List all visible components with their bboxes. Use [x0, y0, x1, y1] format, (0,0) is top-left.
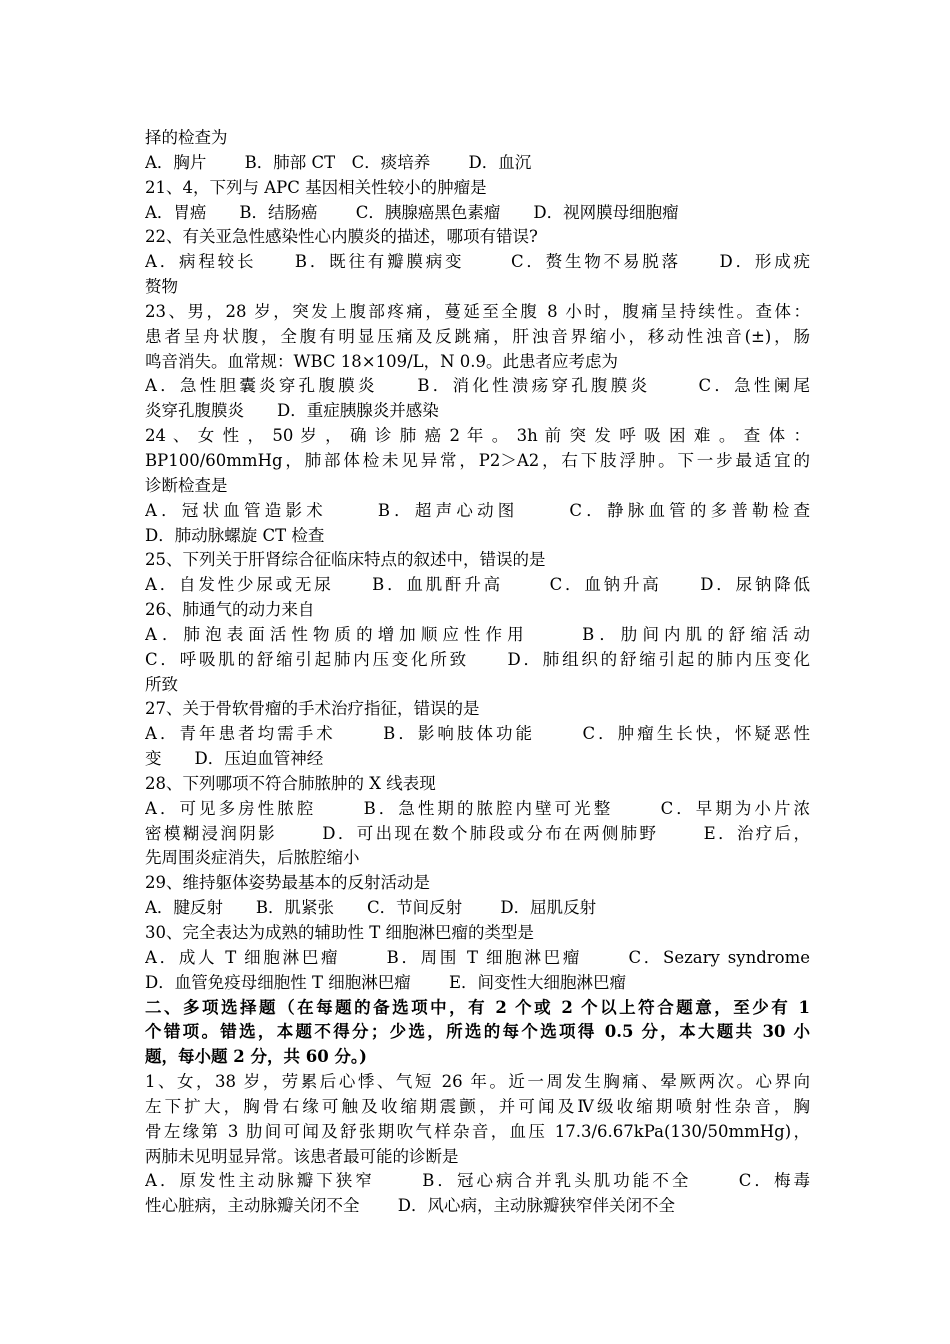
text-line: 赘物: [145, 277, 178, 297]
text-line: 29、维持躯体姿势最基本的反射活动是: [145, 873, 430, 893]
text-line: 26、肺通气的动力来自: [145, 600, 315, 620]
text-line: 两肺未见明显异常。该患者最可能的诊断是: [145, 1146, 459, 1166]
text-line: 24 、 女 性 ， 50 岁 ， 确 诊 肺 癌 2 年 。 3h 前 突 发 呼 吸 困 难 。 查 体 ：: [145, 426, 810, 446]
text-line: 个错项。错选，本题不得分；少选，所选的每个选项得 0.5 分，本大题共 30 小: [145, 1022, 810, 1042]
text-line: 性心脏病，主动脉瓣关闭不全 D．风心病，主动脉瓣狭窄伴关闭不全: [145, 1196, 675, 1216]
text-line: 二、多项选择题（在每题的备选项中，有 2 个或 2 个以上符合题意，至少有 1: [145, 997, 810, 1017]
text-line: D．肺动脉螺旋 CT 检查: [145, 525, 325, 545]
text-line: 1、女，38 岁，劳累后心悸、气短 26 年。近一周发生胸痛、晕厥两次。心界向: [145, 1072, 810, 1092]
text-line: 炎穿孔腹膜炎 D．重症胰腺炎并感染: [145, 401, 439, 421]
text-line: 择的检查为: [145, 128, 228, 147]
text-line: 25、下列关于肝肾综合征临床特点的叙述中，错误的是: [145, 550, 546, 570]
text-line: 变 D．压迫血管神经: [145, 749, 324, 769]
text-line: A．成人 T 细胞淋巴瘤 B．周围 T 细胞淋巴瘤 C．Sezary syndrome: [145, 947, 810, 967]
text-line: A．病程较长 B．既往有瓣膜病变 C．赘生物不易脱落 D．形成疣: [145, 252, 810, 272]
text-line: 22、有关亚急性感染性心内膜炎的描述，哪项有错误?: [145, 227, 538, 247]
text-line: A．原发性主动脉瓣下狭窄 B．冠心病合并乳头肌功能不全 C．梅毒: [145, 1171, 810, 1191]
text-line: A．急性胆囊炎穿孔腹膜炎 B．消化性溃疡穿孔腹膜炎 C．急性阑尾: [145, 376, 810, 396]
text-line: 23、男，28 岁，突发上腹部疼痛，蔓延至全腹 8 小时，腹痛呈持续性。查体：: [145, 301, 810, 321]
document-page: [145, 126, 810, 1219]
text-line: 21、4，下列与 APC 基因相关性较小的肿瘤是: [145, 177, 487, 197]
text-line: 鸣音消失。血常规：WBC 18×109/L，N 0.9。此患者应考虑为: [145, 351, 619, 371]
text-line: 左下扩大，胸骨右缘可触及收缩期震颤，并可闻及Ⅳ级收缩期喷射性杂音，胸: [145, 1096, 810, 1116]
text-line: 28、下列哪项不符合肺脓肿的 X 线表现: [145, 773, 436, 793]
text-line: 密模糊浸润阴影 D．可出现在数个肺段或分布在两侧肺野 E．治疗后，: [145, 823, 810, 843]
text-line: C．呼吸肌的舒缩引起肺内压变化所致 D．肺组织的舒缩引起的肺内压变化: [145, 649, 810, 669]
text-line: D．血管免疫母细胞性 T 细胞淋巴瘤 E．间变性大细胞淋巴瘤: [145, 972, 627, 992]
text-line: 所致: [145, 674, 178, 694]
text-line: A．胃癌 B．结肠癌 C．胰腺癌黑色素瘤 D．视网膜母细胞瘤: [145, 202, 679, 222]
text-line: A．自发性少尿或无尿 B．血肌酐升高 C．血钠升高 D．尿钠降低: [145, 575, 810, 595]
text-line: 骨左缘第 3 肋间可闻及舒张期吹气样杂音，血压 17.3/6.67kPa(130/50mmHg)，: [145, 1121, 810, 1141]
text-line: 30、完全表达为成熟的辅助性 T 细胞淋巴瘤的类型是: [145, 923, 534, 942]
text-line: A．胸片 B．肺部 CT C．痰培养 D．血沉: [145, 152, 532, 172]
text-line: 27、关于骨软骨瘤的手术治疗指征，错误的是: [145, 699, 480, 719]
text-line: 题，每小题 2 分，共 60 分。): [145, 1047, 367, 1067]
text-line: 诊断检查是: [145, 475, 228, 495]
text-line: A．冠状血管造影术 B．超声心动图 C．静脉血管的多普勒检查: [145, 500, 810, 520]
text-line: A．腱反射 B．肌紧张 C．节间反射 D．屈肌反射: [145, 898, 597, 918]
text-line: A．肺泡表面活性物质的增加顺应性作用 B．肋间内肌的舒缩活动: [145, 624, 810, 644]
text-line: 先周围炎症消失，后脓腔缩小: [145, 848, 360, 868]
text-line: A．可见多房性脓腔 B．急性期的脓腔内壁可光整 C．早期为小片浓: [145, 798, 810, 818]
text-line: A．青年患者均需手术 B．影响肢体功能 C．肿瘤生长快，怀疑恶性: [145, 724, 810, 744]
text-line: BP100/60mmHg，肺部体检未见异常，P2＞A2，右下肢浮肿。下一步最适宜的: [145, 450, 810, 470]
text-line: 患者呈舟状腹，全腹有明显压痛及反跳痛，肝浊音界缩小，移动性浊音(±)，肠: [145, 326, 810, 346]
